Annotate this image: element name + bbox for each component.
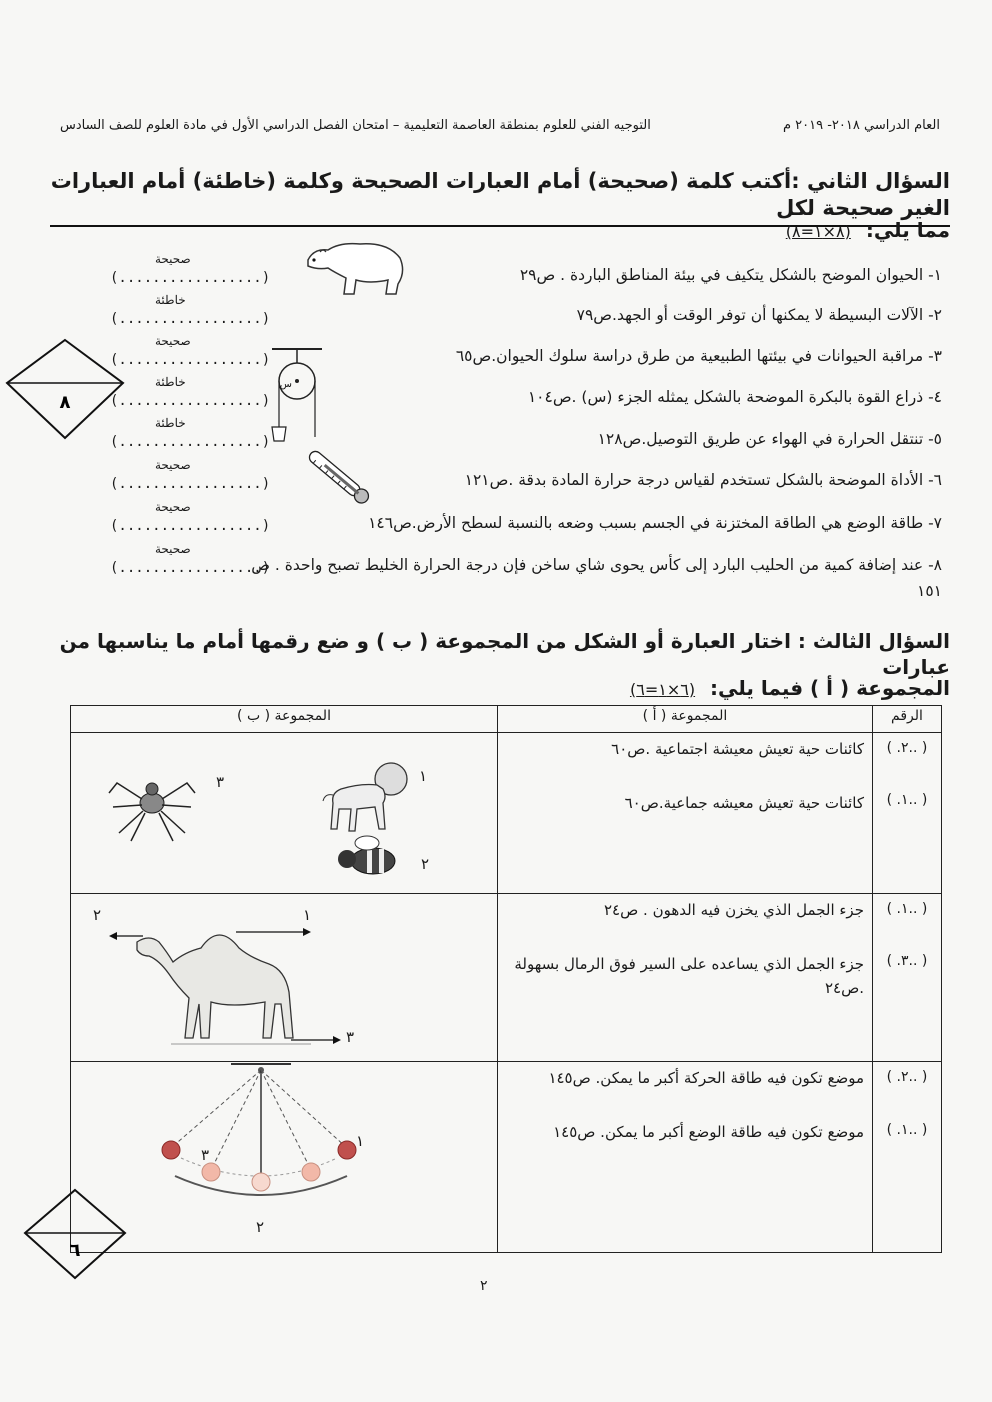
camel-icon	[101, 912, 371, 1062]
thermometer-icon	[305, 438, 375, 518]
q2-blank-3: (.................)	[110, 352, 271, 368]
q2-answer-7-text: صحيحة	[155, 500, 191, 514]
pulley-label: س	[279, 379, 292, 390]
q3-score-diamond	[15, 1188, 135, 1308]
row3-group-a	[498, 1062, 873, 1253]
q2-item-3: ٣- مراقبة الحيوانات في بيئتها الطبيعية من طرق دراسة سلوك الحيوان.ص٦٥	[455, 347, 942, 365]
q2-score-diamond	[5, 338, 125, 458]
row3-label-2: ٢	[256, 1218, 265, 1237]
row3-label-3: ٣	[201, 1146, 210, 1165]
q2-answer-6-text: صحيحة	[155, 458, 191, 472]
row1-text-2: كائنات حية تعيش معيشه جماعية.ص٦٠	[624, 794, 864, 813]
page-number: ٢	[480, 1278, 488, 1294]
row1-label-2: ٢	[421, 855, 430, 874]
row2-text-1: جزء الجمل الذي يخزن فيه الدهون . ص٢٤	[604, 900, 864, 919]
pendulum-icon	[151, 1062, 371, 1222]
row3-num-2[interactable]: ( ..١. )	[886, 1121, 928, 1138]
q2-item-5: ٥- تنتقل الحرارة في الهواء عن طريق التوصيل.ص١٢٨	[597, 430, 942, 448]
q2-item-2: ٢- الآلات البسيطة لا يمكنها أن توفر الوقت أو الجهد.ص٧٩	[576, 306, 942, 324]
row1-group-a	[498, 733, 873, 894]
q2-answer-7[interactable]	[110, 500, 271, 534]
row3-nums	[873, 1062, 942, 1253]
row2-label-1: ١	[303, 905, 312, 924]
row2-num-2[interactable]: ( ..٣. )	[886, 953, 928, 970]
q2-item-8: ٨- عند إضافة كمية من الحليب البارد إلى كأس يحوى شاي ساخن فإن درجة الحرارة الخليط تصبح واحدة . ص ١٥١	[251, 556, 942, 601]
table-row	[71, 1062, 942, 1253]
spider-icon	[107, 763, 197, 843]
row2-num-1[interactable]: ( ..١. )	[886, 900, 928, 917]
q3-score: ٦	[69, 1240, 81, 1261]
row3-text-2: موضع تكون فيه طاقة الوضع أكبر ما يمكن. ص١٤٥	[553, 1123, 864, 1142]
q2-answer-5[interactable]	[110, 416, 271, 450]
table-row	[71, 893, 942, 1062]
exam-header	[60, 118, 940, 133]
q2-blank-7: (.................)	[110, 518, 271, 534]
row3-text-1: موضع تكون فيه طاقة الحركة أكبر ما يمكن. ص١٤٥	[548, 1069, 864, 1088]
q2-title: السؤال الثاني :أكتب كلمة (صحيحة) أمام العبارات الصحيحة وكلمة (خاطئة) أمام العبارات الغير صحيحة لكل	[50, 168, 950, 227]
q2-answer-8[interactable]	[110, 542, 271, 576]
q3-marks: (٦×١=٦)	[629, 680, 696, 699]
q2-answer-6[interactable]	[110, 458, 271, 492]
row3-label-1: ١	[356, 1132, 365, 1151]
q2-answer-5-text: خاطئة	[155, 416, 186, 430]
q3-subtitle	[630, 676, 950, 700]
q2-item-7: ٧- طاقة الوضع هي الطاقة المختزنة في الجسم بسبب وضعه بالنسبة لسطح الأرض.ص١٤٦	[368, 514, 942, 532]
header-right: التوجيه الفني للعلوم بمنطقة العاصمة التعليمية – امتحان الفصل الدراسي الأول في مادة العلوم للصف السادس	[60, 118, 651, 133]
lion-icon	[321, 755, 411, 835]
q2-answer-1[interactable]	[110, 252, 271, 286]
q3-subtitle-text: المجموعة ( أ ) فيما يلي:	[710, 676, 950, 700]
q2-answer-4[interactable]	[110, 375, 271, 409]
q2-answer-8-text: صحيحة	[155, 542, 191, 556]
table-row	[71, 733, 942, 894]
bee-icon	[333, 831, 405, 885]
row1-text-1: كائنات حية تعيش معيشة اجتماعية .ص٦٠	[611, 740, 864, 759]
q2-subtitle-text: مما يلي:	[865, 218, 950, 242]
row2-nums	[873, 893, 942, 1062]
row2-text-2: جزء الجمل الذي يساعده على السير فوق الرمال بسهولة .ص٢٤	[514, 954, 864, 997]
q2-answer-2[interactable]	[110, 293, 271, 327]
header-group-a: المجموعة ( أ )	[498, 706, 873, 733]
header-group-b: المجموعة ( ب )	[71, 706, 498, 733]
q2-blank-1: (.................)	[110, 270, 271, 286]
q2-answer-1-text: صحيحة	[155, 252, 191, 266]
q2-score: ٨	[59, 392, 71, 413]
row2-group-b	[71, 893, 498, 1062]
row1-nums	[873, 733, 942, 894]
q2-blank-4: (.................)	[110, 393, 271, 409]
row2-label-2: ٢	[93, 905, 102, 924]
q3-title: السؤال الثالث : اختار العبارة أو الشكل من المجموعة ( ب ) و ضع رقمها أمام ما يناسبها من عبارات	[59, 629, 950, 679]
q2-answer-4-text: خاطئة	[155, 375, 186, 389]
row1-group-b	[71, 733, 498, 894]
row1-num-1[interactable]: ( ..٢. )	[886, 740, 928, 757]
q2-blank-5: (.................)	[110, 434, 271, 450]
matching-table	[70, 705, 942, 1253]
polar-bear-icon	[300, 232, 410, 298]
q2-blank-2: (.................)	[110, 311, 271, 327]
row1-label-3: ٣	[216, 773, 225, 792]
row1-num-2[interactable]: ( ..١. )	[886, 792, 928, 809]
row2-label-3: ٣	[346, 1027, 355, 1046]
row2-group-a	[498, 893, 873, 1062]
row3-num-1[interactable]: ( ..٢. )	[886, 1069, 928, 1086]
q2-answer-3[interactable]	[110, 334, 271, 368]
pulley-icon	[262, 345, 332, 445]
header-num: الرقم	[873, 706, 942, 733]
q2-blank-6: (.................)	[110, 476, 271, 492]
table-header-row	[71, 706, 942, 733]
q2-item-4: ٤- ذراع القوة بالبكرة الموضحة بالشكل يمثله الجزء (س) .ص١٠٤	[527, 388, 942, 406]
q2-blank-8: (.................)	[110, 560, 271, 576]
q2-answer-2-text: خاطئة	[155, 293, 186, 307]
q2-item-1: ١- الحيوان الموضح بالشكل يتكيف في بيئة المناطق الباردة . ص٢٩	[519, 266, 942, 284]
q2-answer-3-text: صحيحة	[155, 334, 191, 348]
q2-subtitle	[786, 218, 950, 242]
q2-item-6: ٦- الأداة الموضحة بالشكل تستخدم لقياس درجة حرارة المادة بدقة .ص١٢١	[464, 471, 942, 489]
header-left: العام الدراسي ٢٠١٨- ٢٠١٩ م	[782, 118, 940, 133]
q2-marks: (٨×١=٨)	[785, 222, 851, 241]
row1-label-1: ١	[419, 767, 428, 786]
